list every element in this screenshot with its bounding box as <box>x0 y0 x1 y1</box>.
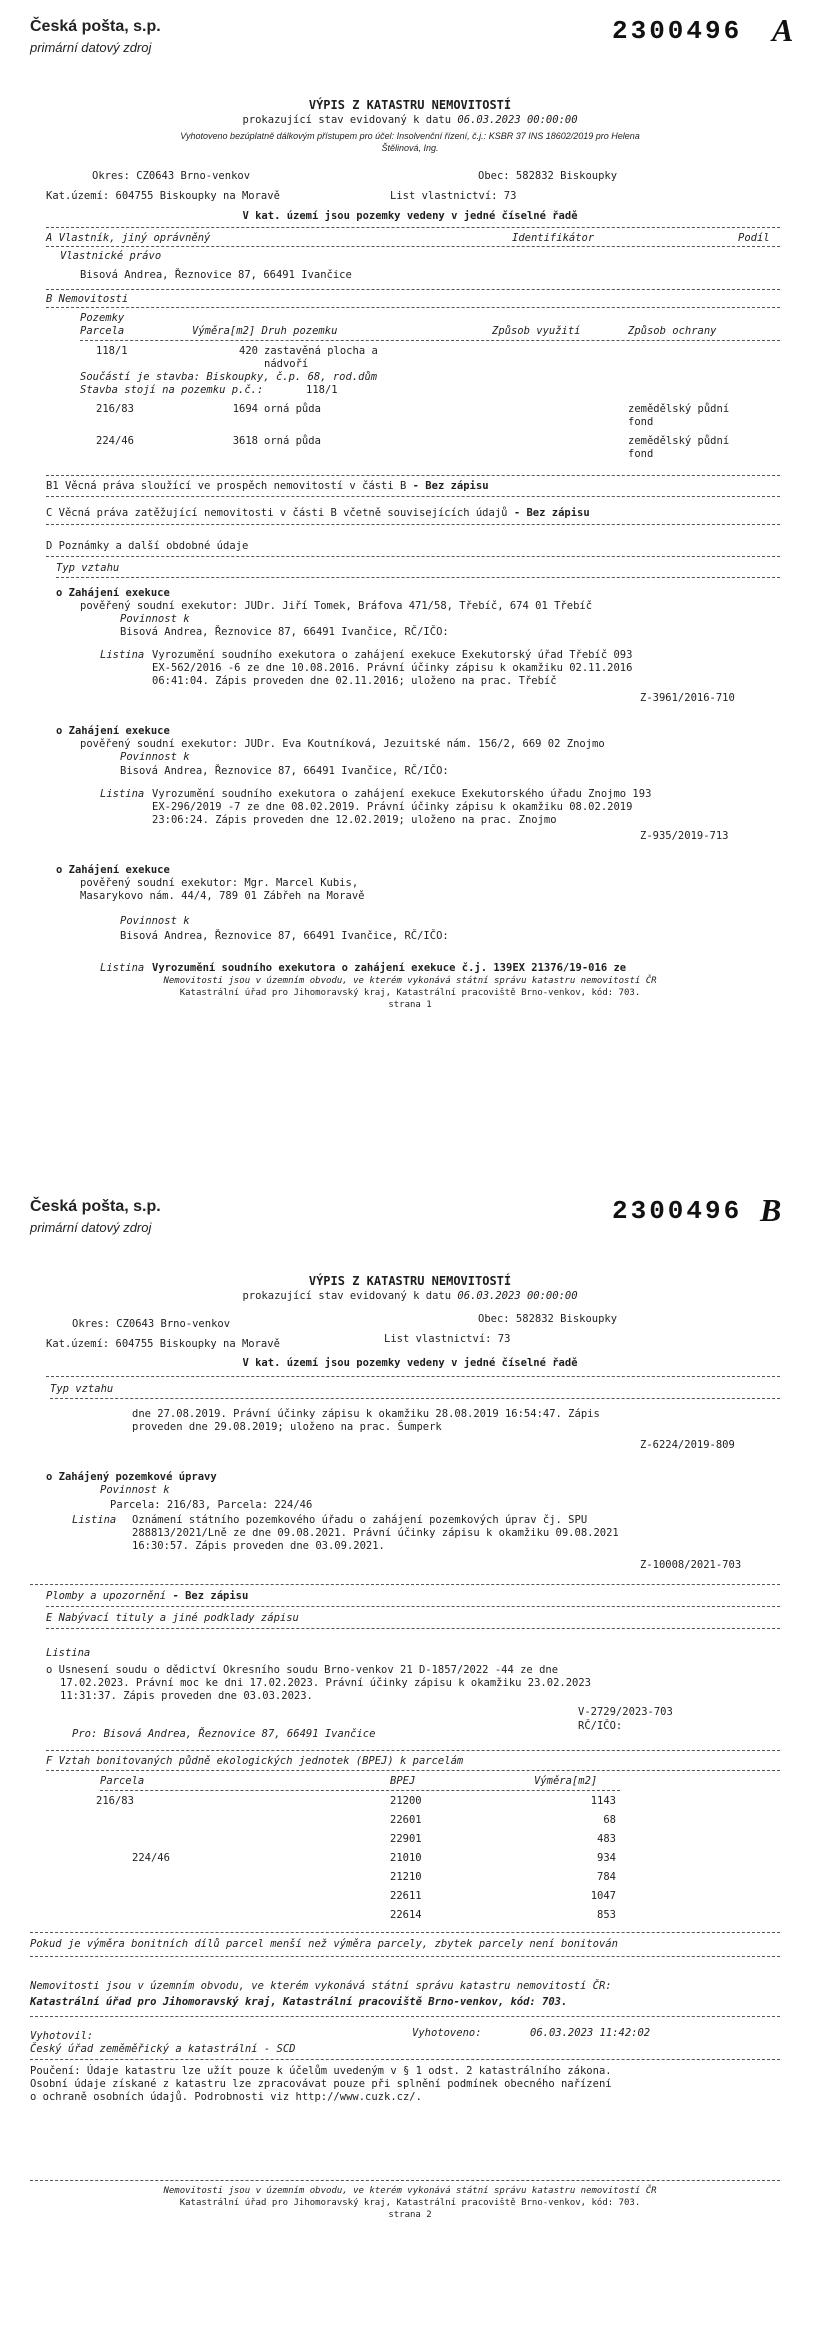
jurisdiction-1: Nemovitosti jsou v územním obvodu, ve kterém vykonává státní správu katastru nemovitostí ČR: <box>30 1980 612 1992</box>
pozemky-label: Pozemky <box>80 312 125 324</box>
col-zpusob-vyuziti: Způsob využití <box>492 325 581 337</box>
entry-1-listina-label: Listina <box>100 649 145 661</box>
table-row <box>0 1909 820 1922</box>
divider <box>30 2059 780 2060</box>
section-a-label: A Vlastník, jiný oprávněný <box>46 232 211 244</box>
entry-2-reference: Z-935/2019-713 <box>640 830 729 842</box>
ceska-posta-label: Česká pošta, s.p. <box>30 1198 161 1215</box>
pu-title: o Zahájený pozemkové úpravy <box>46 1471 217 1483</box>
footer-2: Katastrální úřad pro Jihomoravský kraj, Katastrální pracoviště Brno-venkov, kód: 703. <box>179 988 641 998</box>
usneseni-line-2: 17.02.2023. Právní moc ke dni 17.02.2023. Právní účinky zápisu k okamžiku 23.02.2023 <box>60 1677 592 1689</box>
bpej-code: 22614 <box>390 1909 422 1921</box>
subtitle-prefix: prokazující stav evidovaný k datu <box>242 1290 452 1302</box>
bpej-vymera: 483 <box>597 1833 616 1845</box>
footer-3: strana 2 <box>388 2210 432 2220</box>
table-row <box>0 1890 820 1903</box>
typ-vztahu: Typ vztahu <box>50 1383 114 1395</box>
obec: Obec: 582832 Biskoupky <box>478 1313 618 1325</box>
divider <box>30 1932 780 1933</box>
continuation-line-1: dne 27.08.2019. Právní účinky zápisu k okamžiku 28.08.2019 16:54:47. Zápis <box>132 1408 600 1420</box>
subtitle-date: 06.03.2023 00:00:00 <box>457 1290 578 1302</box>
bpej-vymera: 934 <box>597 1852 616 1864</box>
continuation-reference: Z-6224/2019-809 <box>640 1439 735 1451</box>
list-vlastnictvi: List vlastnictví: 73 <box>384 1333 511 1345</box>
pu-listina-label: Listina <box>72 1514 117 1526</box>
entry-2-listina-label: Listina <box>100 788 145 800</box>
vymera-420: 420 <box>239 345 258 357</box>
parcela-224-46: 224/46 <box>96 435 134 447</box>
divider <box>46 246 780 247</box>
entry-2-povinnost: Povinnost k <box>120 751 190 763</box>
document-stamp-number: 2300496 <box>612 1196 743 1226</box>
listina-label: Listina <box>46 1647 91 1659</box>
document-stamp-letter: A <box>772 12 794 48</box>
parcela-118-1: 118/1 <box>96 345 128 357</box>
entry-1-listina-line-1: Vyrozumění soudního exekutora o zahájení exekuce Exekutorský úřad Třebíč 093 <box>152 649 633 661</box>
ochrana-fond-2: fond <box>628 448 654 460</box>
entry-1-reference: Z-3961/2016-710 <box>640 692 735 704</box>
entry-1-person: Bisová Andrea, Řeznovice 87, 66491 Ivančice, RČ/IČO: <box>120 626 449 638</box>
kat-uzemi: Kat.území: 604755 Biskoupky na Moravě <box>46 190 280 202</box>
bpej-code: 22901 <box>390 1833 422 1845</box>
divider <box>46 475 780 476</box>
page-title: VÝPIS Z KATASTRU NEMOVITOSTÍ <box>308 1274 512 1288</box>
entry-2-listina-line-1: Vyrozumění soudního exekutora o zahájení exekuce Exekutorského úřadu Znojmo 193 <box>152 788 652 800</box>
divider <box>46 1606 780 1607</box>
divider <box>56 577 780 578</box>
plomby <box>46 1590 248 1603</box>
subtitle-date: 06.03.2023 00:00:00 <box>457 114 578 126</box>
section-a-podil: Podíl <box>738 232 770 244</box>
footer-1: Nemovitosti jsou v územním obvodu, ve kterém vykonává státní správu katastru nemovitostí ČR <box>163 976 657 986</box>
bpej-col-parcela: Parcela <box>100 1775 145 1787</box>
footer-2: Katastrální úřad pro Jihomoravský kraj, Katastrální pracoviště Brno-venkov, kód: 703. <box>179 2198 641 2208</box>
vlastnicke-pravo: Vlastnické právo <box>60 250 162 262</box>
datovy-zdroj-label: primární datový zdroj <box>30 1220 152 1235</box>
pu-listina-line-1: Oznámení státního pozemkového úřadu o zahájení pozemkových úprav čj. SPU <box>132 1514 588 1526</box>
ochrana-fond-1: fond <box>628 416 654 428</box>
entry-1-executor: pověřený soudní exekutor: JUDr. Jiří Tomek, Bráfova 471/58, Třebíč, 674 01 Třebíč <box>80 600 593 612</box>
bpej-vymera: 1047 <box>590 1890 616 1902</box>
pu-povinnost: Povinnost k <box>100 1484 170 1496</box>
entry-1-povinnost: Povinnost k <box>120 613 190 625</box>
usneseni-line-1: o Usnesení soudu o dědictví Okresního soudu Brno-venkov 21 D-1857/2022 -44 ze dne <box>46 1664 559 1676</box>
divider <box>30 2016 780 2017</box>
druh-zastavena: zastavěná plocha a <box>264 345 378 357</box>
section-c-status: - Bez zápisu <box>513 507 590 519</box>
bpej-vymera: 784 <box>597 1871 616 1883</box>
datovy-zdroj-label: primární datový zdroj <box>30 40 152 55</box>
entry-3-title: o Zahájení exekuce <box>56 864 170 876</box>
ochrana-zpf-1: zemědělský půdní <box>628 403 730 415</box>
entry-2-executor: pověřený soudní exekutor: JUDr. Eva Koutníková, Jezuitské nám. 156/2, 669 02 Znojmo <box>80 738 605 750</box>
vymera-1694: 1694 <box>232 403 258 415</box>
table-row <box>0 1852 820 1865</box>
divider <box>46 524 780 525</box>
vyhotovil: Český úřad zeměměřický a katastrální - SCD <box>30 2043 296 2055</box>
section-c-text: C Věcná práva zatěžující nemovitosti v části B včetně souvisejících údajů <box>46 507 508 519</box>
pouceni-2: Osobní údaje získané z katastru lze zpracovávat pouze při splnění podmínek obecného nařízení <box>30 2078 612 2090</box>
owner: Bisová Andrea, Řeznovice 87, 66491 Ivančice <box>80 269 352 281</box>
bpej-code: 21210 <box>390 1871 422 1883</box>
divider <box>46 1750 780 1751</box>
divider <box>46 1376 780 1377</box>
druh-orna-1: orná půda <box>264 403 321 415</box>
bpej-code: 22611 <box>390 1890 422 1902</box>
plomby-status: - Bez zápisu <box>172 1590 249 1602</box>
bpej-parcela: 224/46 <box>132 1852 170 1864</box>
ochrana-zpf-2: zemědělský půdní <box>628 435 730 447</box>
ceska-posta-label: Česká pošta, s.p. <box>30 18 161 35</box>
divider <box>30 2180 780 2181</box>
entry-2-title: o Zahájení exekuce <box>56 725 170 737</box>
section-b1-text: B1 Věcná práva sloužící ve prospěch nemovitostí v části B <box>46 480 407 492</box>
section-f-label: F Vztah bonitovaných půdně ekologických jednotek (BPEJ) k parcelám <box>46 1755 464 1767</box>
divider <box>46 227 780 228</box>
section-b1-status: - Bez zápisu <box>412 480 489 492</box>
table-row <box>0 1814 820 1827</box>
bpej-code: 21200 <box>390 1795 422 1807</box>
plomby-text: Plomby a upozornění <box>46 1590 167 1602</box>
kat-uzemi: Kat.území: 604755 Biskoupky na Moravě <box>46 1338 280 1350</box>
entry-2-listina-line-3: 23:06:24. Zápis proveden dne 12.02.2019; uloženo na prac. Znojmo <box>152 814 557 826</box>
section-a-identifikator: Identifikátor <box>512 232 595 244</box>
pu-parcely: Parcela: 216/83, Parcela: 224/46 <box>110 1499 313 1511</box>
col-vymera-druh: Výměra[m2] Druh pozemku <box>192 325 338 337</box>
usneseni-line-3: 11:31:37. Zápis proveden dne 03.03.2023. <box>60 1690 313 1702</box>
soucasti-stavba: Součástí je stavba: Biskoupky, č.p. 68, rod.dům <box>80 371 378 383</box>
continuation-line-2: proveden dne 29.08.2019; uloženo na prac. Šumperk <box>132 1421 442 1433</box>
okres: Okres: CZ0643 Brno-venkov <box>72 1318 231 1330</box>
usneseni-pro: Pro: Bisová Andrea, Řeznovice 87, 66491 Ivančice <box>72 1728 376 1740</box>
entry-3-person: Bisová Andrea, Řeznovice 87, 66491 Ivančice, RČ/IČO: <box>120 930 449 942</box>
jurisdiction-2: Katastrální úřad pro Jihomoravský kraj, Katastrální pracoviště Brno-venkov, kód: 703. <box>30 1996 568 2008</box>
pu-reference: Z-10008/2021-703 <box>640 1559 742 1571</box>
vyhotovil-label: Vyhotovil: <box>30 2030 94 2042</box>
entry-3-executor-1: pověřený soudní exekutor: Mgr. Marcel Kubis, <box>80 877 359 889</box>
bpej-code: 21010 <box>390 1852 422 1864</box>
access-line-1: Vyhotoveno bezúplatně dálkovým přístupem pro účel: Insolvenční řízení, č.j.: KSBR 37 INS 18602/2019 pro Helena <box>180 131 640 141</box>
divider <box>30 1584 780 1585</box>
pouceni-3: o ochraně osobních údajů. Podrobnosti viz http://www.cuzk.cz/. <box>30 2091 422 2103</box>
divider <box>30 1956 780 1957</box>
vymera-3618: 3618 <box>232 435 258 447</box>
pu-listina-line-3: 16:30:57. Zápis proveden dne 03.09.2021. <box>132 1540 385 1552</box>
druh-orna-2: orná půda <box>264 435 321 447</box>
pu-listina-line-2: 288813/2021/Lně ze dne 09.08.2021. Právní účinky zápisu k okamžiku 09.08.2021 <box>132 1527 619 1539</box>
divider <box>46 1770 780 1771</box>
subtitle-prefix: prokazující stav evidovaný k datu <box>242 114 452 126</box>
divider <box>80 340 780 341</box>
col-zpusob-ochrany: Způsob ochrany <box>628 325 717 337</box>
typ-vztahu: Typ vztahu <box>56 562 120 574</box>
divider <box>46 1628 780 1629</box>
entry-3-povinnost: Povinnost k <box>120 915 190 927</box>
druh-nadvori: nádvoří <box>264 358 309 370</box>
bpej-code: 22601 <box>390 1814 422 1826</box>
page-subtitle <box>0 1290 820 1303</box>
usneseni-rc: RČ/IČO: <box>578 1720 623 1732</box>
page-subtitle <box>0 114 820 127</box>
usneseni-reference: V-2729/2023-703 <box>578 1706 673 1718</box>
divider <box>100 1790 620 1791</box>
col-parcela: Parcela <box>80 325 125 337</box>
divider <box>46 496 780 497</box>
section-e-label: E Nabývací tituly a jiné podklady zápisu <box>46 1612 299 1624</box>
footer-1: Nemovitosti jsou v územním obvodu, ve kterém vykonává státní správu katastru nemovitostí ČR <box>163 2186 657 2196</box>
divider <box>50 1398 780 1399</box>
page-2 <box>0 1150 820 2348</box>
vyhotoveno-label: Vyhotoveno: <box>412 2027 482 2039</box>
entry-1-title: o Zahájení exekuce <box>56 587 170 599</box>
entry-1-listina-line-2: EX-562/2016 -6 ze dne 10.08.2016. Právní účinky zápisu k okamžiku 02.11.2016 <box>152 662 633 674</box>
section-d-label: D Poznámky a další obdobné údaje <box>46 540 249 552</box>
bpej-vymera: 1143 <box>590 1795 616 1807</box>
access-line-2: Štělinová, Ing. <box>381 143 439 153</box>
table-row <box>0 1871 820 1884</box>
stavba-stoji-value: 118/1 <box>306 384 338 396</box>
footer-3: strana 1 <box>388 1000 432 1010</box>
table-row <box>0 1833 820 1846</box>
divider <box>46 289 780 290</box>
bpej-vymera: 68 <box>603 1814 616 1826</box>
section-c <box>46 507 590 520</box>
entry-3-executor-2: Masarykovo nám. 44/4, 789 01 Zábřeh na Moravě <box>80 890 365 902</box>
document-stamp-letter: B <box>760 1192 782 1228</box>
entry-2-listina-line-2: EX-296/2019 -7 ze dne 08.02.2019. Právní účinky zápisu k okamžiku 08.02.2019 <box>152 801 633 813</box>
bpej-parcela: 216/83 <box>96 1795 134 1807</box>
page-title: VÝPIS Z KATASTRU NEMOVITOSTÍ <box>308 98 512 112</box>
divider <box>46 307 780 308</box>
document-stamp-number: 2300496 <box>612 16 743 46</box>
stavba-stoji: Stavba stojí na pozemku p.č.: <box>80 384 264 396</box>
page-1 <box>0 0 820 1150</box>
pouceni-1: Poučení: Údaje katastru lze užít pouze k účelům uvedeným v § 1 odst. 2 katastrálního zákona. <box>30 2065 612 2077</box>
vyhotoveno: 06.03.2023 11:42:02 <box>530 2027 651 2039</box>
list-vlastnictvi: List vlastnictví: 73 <box>390 190 517 202</box>
section-b-label: B Nemovitosti <box>46 293 129 305</box>
entry-3-listina-label: Listina <box>100 962 145 974</box>
parcela-216-83: 216/83 <box>96 403 134 415</box>
entry-2-person: Bisová Andrea, Řeznovice 87, 66491 Ivančice, RČ/IČO: <box>120 765 449 777</box>
table-row <box>0 1795 820 1808</box>
bpej-note: Pokud je výměra bonitních dílů parcel menší než výměra parcely, zbytek parcely není bonitován <box>30 1938 618 1950</box>
section-b1 <box>46 480 489 493</box>
info-line: V kat. území jsou pozemky vedeny v jedné číselné řadě <box>242 1357 578 1369</box>
bpej-col-bpej: BPEJ <box>390 1775 416 1787</box>
bpej-col-vymera: Výměra[m2] <box>534 1775 598 1787</box>
divider <box>46 556 780 557</box>
okres: Okres: CZ0643 Brno-venkov <box>92 170 251 182</box>
entry-1-listina-line-3: 06:41:04. Zápis proveden dne 02.11.2016; uloženo na prac. Třebíč <box>152 675 557 687</box>
info-line: V kat. území jsou pozemky vedeny v jedné číselné řadě <box>242 210 578 222</box>
obec: Obec: 582832 Biskoupky <box>478 170 618 182</box>
bpej-vymera: 853 <box>597 1909 616 1921</box>
entry-3-listina-line-1: Vyrozumění soudního exekutora o zahájení exekuce č.j. 139EX 21376/19-016 ze <box>152 962 627 974</box>
